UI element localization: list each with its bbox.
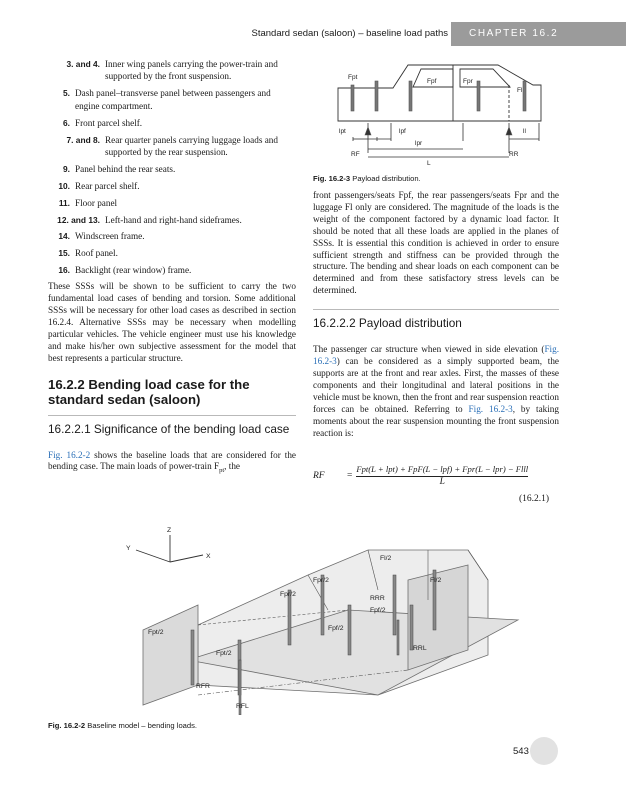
fig3-caption: Fig. 16.2-3 Payload distribution. <box>313 174 421 183</box>
fig-baseline-model <box>48 520 558 715</box>
section-rule <box>48 415 296 416</box>
fig-payload-distribution <box>313 57 559 169</box>
list-item-number: 5. <box>63 88 70 99</box>
fig2-label: Fpf/2 <box>328 625 344 632</box>
fig2-label: Fpr/2 <box>313 577 329 584</box>
list-item-number: 3. and 4. <box>66 59 100 69</box>
list-item-text: Front parcel shelf. <box>75 117 143 128</box>
para-bending: Fig. 16.2-2 shows the baseline loads that are considered for the bending case. The main loads of power-train $F_{pt}$, the <box>48 449 296 475</box>
list-item-text: Backlight (rear window) frame. <box>75 265 192 276</box>
list-item-number: 16. <box>58 265 70 276</box>
list-item-number: 11. <box>58 197 70 208</box>
list-item-text: Left-hand and right-hand sideframes. <box>105 214 242 225</box>
sss-list-item <box>48 134 296 159</box>
fig3-label: RF <box>351 151 360 158</box>
section-rule <box>313 309 559 310</box>
fig2-label: RRL <box>413 645 427 652</box>
fig3-label: ll <box>523 128 526 135</box>
list-item-number: 10. <box>58 180 70 191</box>
para-sss: These SSSs will be shown to be sufficient to carry the two fundamental load cases of bending and torsion. Some additional SSSs will be necessary for other load cases as described in section 16.2.4. Alternative SSSs may be necessary when modelling particular vehicles. The vehicle engineer must use his knowledge and make his/her own subjective assessment for the model that best represents a particular structure. <box>48 281 296 363</box>
fig2-label: Fpf/2 <box>370 607 386 614</box>
list-item-text: Roof panel. <box>75 248 118 259</box>
para-loads: front passengers/seats Fpf, the rear passengers/seats Fpr and the luggage Fl only are considered. The magnitude of the loads is the weight of the component factored by a dynamic load factor. It should be noted that all these loads are applied in the planes of SSSs. It is essential this condition is achieved in order to ensure sufficient strength and stiffness can be provided through the structure. The bending and shear loads on each component can be determined and from these satisfactory stress levels can be determined. <box>313 190 559 296</box>
fig3-label: RR <box>509 151 519 158</box>
list-item-number: 15. <box>58 248 70 259</box>
para-payload: The passenger car structure when viewed in side elevation (Fig. 16.2-3) can be considered as a simply supported beam, the supports are at the front and rear axles. First, the masses of these components and their longitudinal and lateral positions in the vehicle must be known, then the front and rear suspension reaction forces can be obtained. Referring to Fig. 16.2-3, by taking moments about the rear suspension mounting the front suspension reaction is: <box>313 344 559 438</box>
equation-16-2-1: RF = Fpt(L + lpt) + FpF(L − lpf) + Fpr(L − lpr) − Flll L <box>313 464 529 487</box>
section-heading-1622: 16.2.2 Bending load case for the standard sedan (saloon) <box>48 376 250 408</box>
page-number-badge <box>530 737 558 765</box>
sss-list-item <box>48 197 296 209</box>
axis-label: Y <box>126 545 131 552</box>
fig2-caption: Fig. 16.2-2 Baseline model – bending loads. <box>48 721 198 730</box>
fig2-label: RFR <box>196 683 210 690</box>
sss-list-item <box>48 230 296 242</box>
sss-list-item <box>48 214 296 226</box>
fig3-label: L <box>427 160 431 167</box>
sss-list-item <box>48 247 296 259</box>
list-item-text: Rear quarter panels carrying luggage loads and supported by the rear suspension. <box>105 134 278 157</box>
panel <box>143 605 198 705</box>
fig3-label: Fpf <box>427 78 437 85</box>
list-item-text: Panel behind the rear seats. <box>75 163 176 174</box>
section-heading-16221: 16.2.2.1 Significance of the bending load case <box>48 421 290 436</box>
sss-list-item <box>48 87 296 112</box>
list-item-text: Rear parcel shelf. <box>75 180 140 191</box>
eq-denominator: L <box>439 477 445 487</box>
list-item-number: 9. <box>63 163 70 174</box>
axis-label: Z <box>167 527 172 534</box>
list-item-text: Dash panel–transverse panel between passengers and engine compartment. <box>75 88 271 111</box>
fig3-label: lpf <box>399 128 406 135</box>
car-outline <box>338 65 541 121</box>
equation-number: (16.2.1) <box>519 494 550 504</box>
chapter-tab: CHAPTER 16.2 <box>451 22 626 46</box>
eq-lhs: RF <box>313 470 325 481</box>
fig-link[interactable]: Fig. 16.2-2 <box>48 449 91 460</box>
fig3-label: Fl <box>517 87 523 94</box>
fig3-label: lpt <box>339 128 346 135</box>
fig-link[interactable]: Fig. 16.2-3 <box>313 344 559 367</box>
axis-label: X <box>206 553 211 560</box>
sss-list-item <box>48 58 296 83</box>
fig2-label: RFL <box>236 703 249 710</box>
fig-link[interactable]: Fig. 16.2-3 <box>468 403 513 414</box>
list-item-number: 6. <box>63 117 70 128</box>
eq-numerator: Fpt(L + lpt) + FpF(L − lpf) + Fpr(L − lpr) − Flll <box>356 464 528 477</box>
fig2-label: Fl/2 <box>380 555 392 562</box>
running-header: Standard sedan (saloon) – baseline load paths <box>251 28 448 39</box>
sss-list <box>48 58 296 277</box>
right-column <box>313 190 559 439</box>
fig2-label: Fpt/2 <box>148 629 164 636</box>
fig2-label: RRR <box>370 595 385 602</box>
sss-list-item <box>48 163 296 175</box>
fig2-label: Fpr/2 <box>280 591 296 598</box>
fig2-label: Fl/2 <box>430 577 442 584</box>
fig3-label: lpr <box>415 140 423 147</box>
list-item-text: Windscreen frame. <box>75 231 145 242</box>
fig2-label: Fpt/2 <box>216 650 232 657</box>
load-arrows <box>351 81 526 135</box>
sss-list-item <box>48 180 296 192</box>
list-item-text: Floor panel <box>75 197 118 208</box>
list-item-number: 7. and 8. <box>66 134 100 145</box>
left-column <box>48 58 296 477</box>
list-item-number: 14. <box>58 231 70 242</box>
sss-list-item <box>48 117 296 129</box>
page-number: 543 <box>513 746 529 757</box>
list-item-number: 12. and 13. <box>57 214 100 225</box>
fig3-label: Fpt <box>348 74 358 81</box>
list-item-text: Inner wing panels carrying the power-train and supported by the front suspension. <box>105 59 278 82</box>
section-heading-16222: 16.2.2.2 Payload distribution <box>313 316 462 331</box>
sss-list-item <box>48 264 296 276</box>
fig3-label: Fpr <box>463 78 473 85</box>
